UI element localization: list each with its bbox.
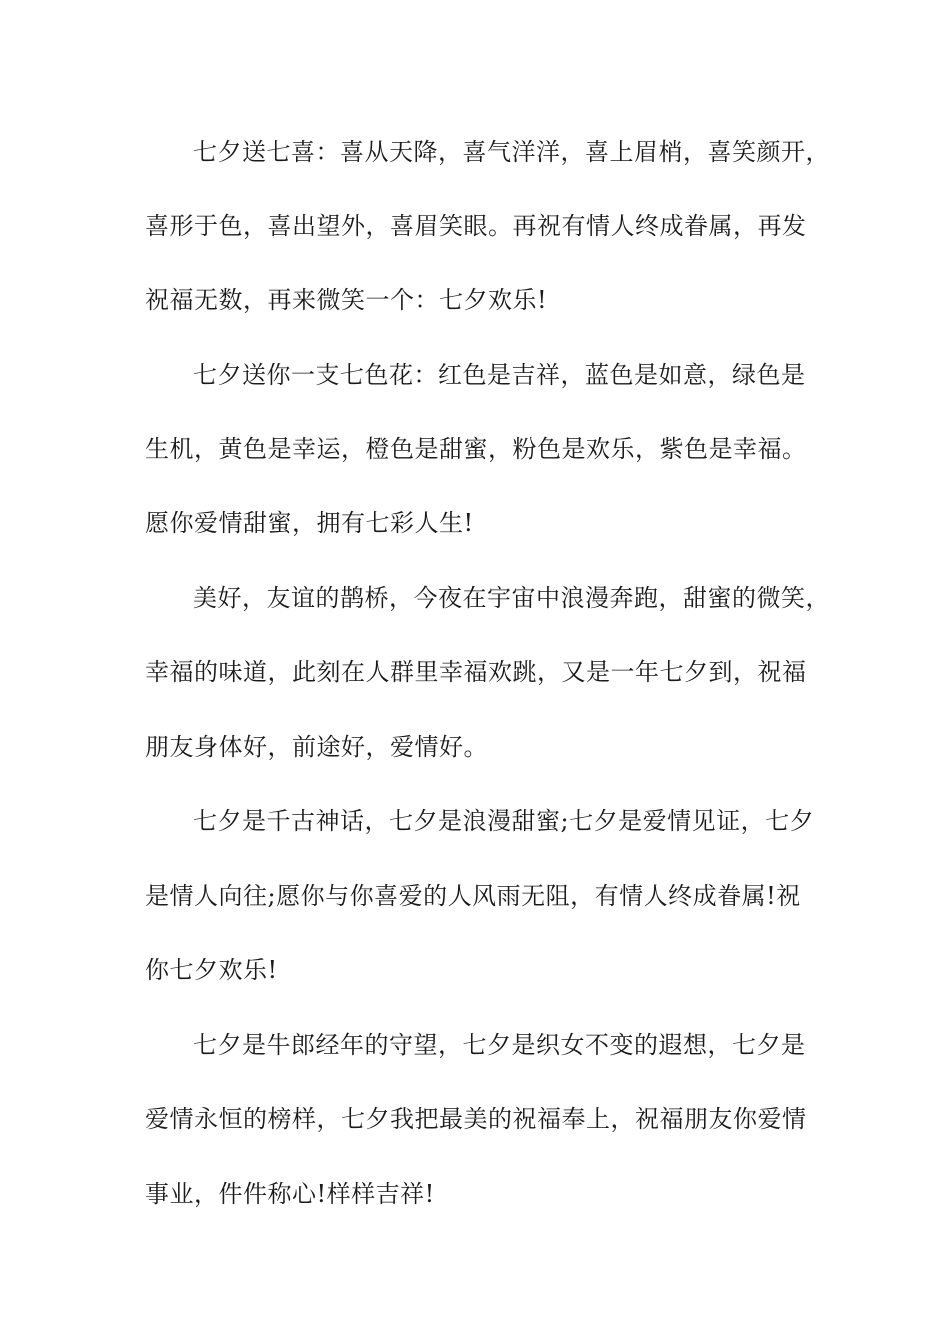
- paragraph-1-line-3: 祝福无数，再来微笑一个：七夕欢乐!: [145, 286, 548, 314]
- paragraph-2-line-1: 七夕送你一支七色花：红色是吉祥，蓝色是如意，绿色是: [193, 361, 806, 389]
- paragraph-3-line-1: 美好，友谊的鹊桥，今夜在宇宙中浪漫奔跑，甜蜜的微笑，: [193, 584, 830, 612]
- paragraph-2-line-3: 愿你爱情甜蜜，拥有七彩人生!: [145, 509, 474, 537]
- paragraph-1-line-2: 喜形于色，喜出望外，喜眉笑眼。再祝有情人终成眷属，再发: [145, 212, 807, 240]
- paragraph-5-line-2: 爱情永恒的榜样，七夕我把最美的祝福奉上，祝福朋友你爱情: [145, 1105, 807, 1133]
- paragraph-2-line-2: 生机，黄色是幸运，橙色是甜蜜，粉色是欢乐，紫色是幸福。: [145, 435, 807, 463]
- paragraph-5-line-3: 事业，件件称心!样样吉祥!: [145, 1180, 435, 1208]
- paragraph-1-line-1: 七夕送七喜：喜从天降，喜气洋洋，喜上眉梢，喜笑颜开，: [193, 138, 830, 166]
- paragraph-3-line-2: 幸福的味道，此刻在人群里幸福欢跳，又是一年七夕到，祝福: [145, 658, 807, 686]
- paragraph-4-line-3: 你七夕欢乐!: [145, 956, 278, 984]
- paragraph-4-line-1: 七夕是千古神话，七夕是浪漫甜蜜;七夕是爱情见证，七夕: [193, 807, 815, 835]
- paragraph-3-line-3: 朋友身体好，前途好，爱情好。: [145, 733, 488, 761]
- paragraph-4-line-2: 是情人向往;愿你与你喜爱的人风雨无阻，有情人终成眷属!祝: [145, 882, 801, 910]
- paragraph-5-line-1: 七夕是牛郎经年的守望，七夕是织女不变的遐想，七夕是: [193, 1031, 806, 1059]
